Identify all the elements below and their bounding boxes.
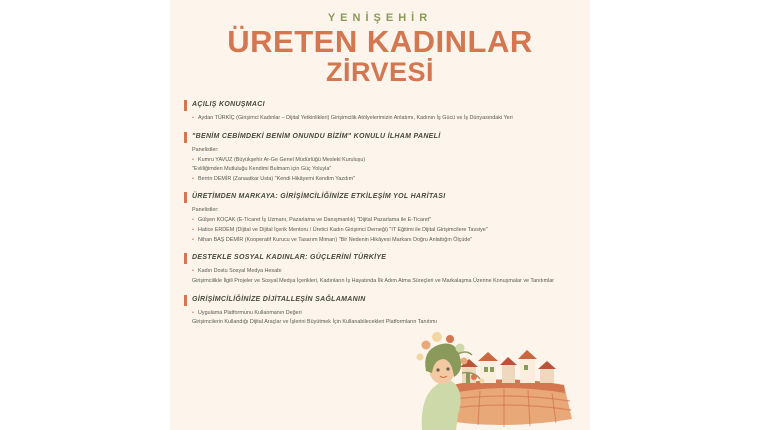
section-subtitle: Panelistler: xyxy=(192,207,219,214)
section-subtitle: Panelistler: xyxy=(192,146,219,153)
poster-title-line-2: ZİRVESİ xyxy=(325,57,435,87)
poster-canvas xyxy=(170,0,590,430)
list-item: • Uygulama Platformunu Kullanmanın Değeri xyxy=(192,309,576,318)
poster-program-list xyxy=(184,100,576,336)
program-section xyxy=(184,132,576,184)
section-body xyxy=(192,114,576,123)
poster-title-line-1: ÜRETEN KADINLAR xyxy=(227,24,533,59)
section-title: ÜRETİMDEN MARKAYA: GİRİŞİMCİLİĞİNİZE ETKİLEŞİM YOL HARİTASI xyxy=(192,193,446,201)
section-body xyxy=(192,267,576,285)
list-item: • Kadın Dostu Sosyal Medya Hesabı xyxy=(192,267,576,276)
section-accent-bar xyxy=(184,132,187,143)
section-header xyxy=(184,132,576,143)
program-section xyxy=(184,295,576,327)
list-item-continuation: "Evliliğimden Mutluluğu Kendimi Bulmam için Güç Yoluyla" xyxy=(192,166,332,173)
program-section xyxy=(184,253,576,285)
list-item-continuation: Girişimcilerin Kullandığı Dijital Araçlar ve İşlerini Büyütmek İçin Kullanabilecekleri Platformların Tanıtımı xyxy=(192,319,437,326)
list-item: • Gülşen KOÇAK (E-Ticaret İş Uzmanı, Pazarlama ve Danışmanlık) "Dijital Pazarlama ile E-Ticaret" xyxy=(192,216,576,225)
section-title: AÇILIŞ KONUŞMACI xyxy=(192,101,265,108)
section-accent-bar xyxy=(184,253,187,264)
poster-kicker: YENİŞEHİR xyxy=(327,12,433,24)
section-accent-bar xyxy=(184,295,187,306)
section-body xyxy=(192,309,576,327)
section-body xyxy=(192,206,576,244)
section-accent-bar xyxy=(184,192,187,203)
program-section xyxy=(184,192,576,244)
list-item-continuation: Girişimcilikle İlgili Projeler ve Sosyal Medya İçerikleri, Kadınların İş Hayatında İlk Adım Atma Süreçleri ve Markalaşma Üzerine Konuşmalar ve Tanıtımlar xyxy=(192,277,555,284)
section-title: "BENİM CEBİMDEKİ BENİM ONUNDU BİZİM" KONULU İLHAM PANELİ xyxy=(192,132,441,140)
list-item: • Nihan BAŞ DEMİR (Kooperatif Kurucu ve Tasarım Mimarı) "Bir Nedenin Hikâyesi Markanı Doğru Anlattığın Ölçüde" xyxy=(192,236,576,245)
section-body xyxy=(192,146,576,184)
section-accent-bar xyxy=(184,100,187,111)
list-item: • Berrin DEMİR (Zanaatkar Usta) "Kendi Hikâyemi Kendim Yazdım" xyxy=(192,175,576,184)
list-item: • Hatice ERDEM (Dijital ve Dijital İçerik Mentoru / Üretici Kadın Girişimci Derneği) "IT Eğitimi ile Dijital Girişimcilere Tavsiye" xyxy=(192,226,576,235)
section-title: DESTEKLE SOSYAL KADINLAR: GÜÇLERİNİ TÜRKİYE xyxy=(192,254,387,262)
section-header xyxy=(184,295,576,306)
section-header xyxy=(184,253,576,264)
list-item: • Kumru YAVUZ (Büyükşehir Ar-Ge Genel Müdürlüğü Mesleki Kuruluşu) xyxy=(192,156,576,165)
section-title: GİRİŞİMCİLİĞİNİZE DİJİTALLEŞİN SAĞLAMANIN xyxy=(192,295,366,303)
section-header xyxy=(184,100,576,111)
section-header xyxy=(184,192,576,203)
list-item: • Aydan TÜRKİÇ (Girişimci Kadınlar – Dijital Yetkinlikleri) Girişimcilik Atölyelerimizin Anlatımı, Kadının İş Gücü ve İş Dünyasındaki Yeri xyxy=(192,114,576,123)
program-section xyxy=(184,100,576,123)
